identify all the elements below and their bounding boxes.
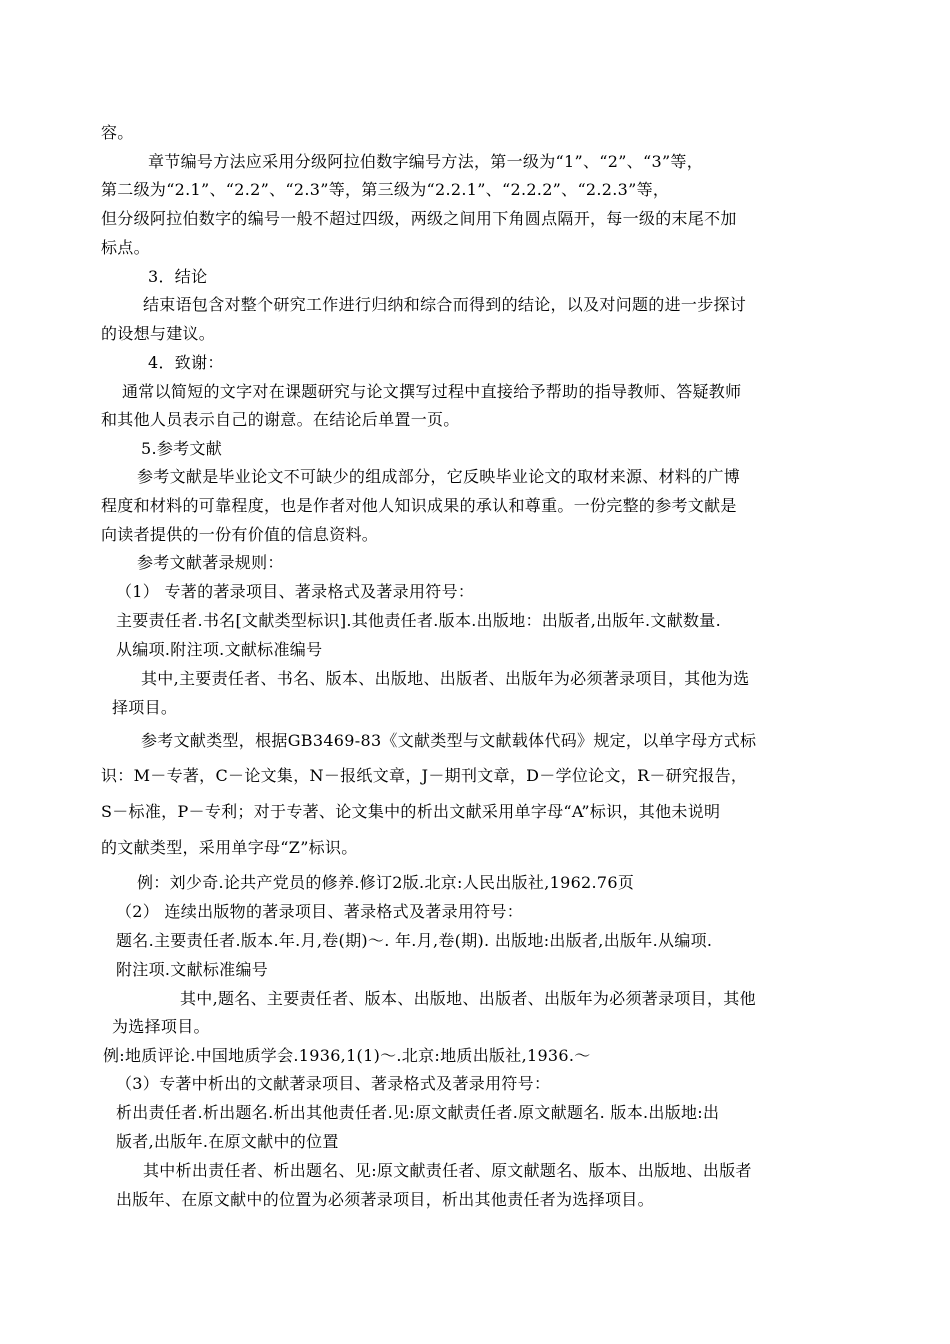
text-line-29: 附注项.文献标准编号: [116, 960, 269, 979]
example-line-1: 例：刘少奇.论共产党员的修养.修订2版.北京:人民出版社,1962.76页: [137, 873, 635, 892]
text-line-2: 章节编号方法应采用分级阿拉伯数字编号方法，第一级为“1”、“2”、“3”等，: [148, 152, 704, 171]
text-line-35: 版者,出版年.在原文献中的位置: [116, 1132, 339, 1151]
text-line-14: 程度和材料的可靠程度，也是作者对他人知识成果的承认和尊重。一份完整的参考文献是: [101, 496, 737, 515]
text-line-37: 出版年、在原文献中的位置为必须著录项目，析出其他责任者为选择项目。: [116, 1190, 654, 1209]
text-line-25: 的文献类型，采用单字母“Z”标识。: [101, 838, 358, 857]
subheading-serials: （2） 连续出版物的著录项目、著录格式及著录用符号：: [116, 902, 524, 921]
text-line-15: 向读者提供的一份有价值的信息资料。: [101, 525, 379, 544]
text-line-7: 结束语包含对整个研究工作进行归纳和综合而得到的结论，以及对问题的进一步探讨: [143, 295, 747, 314]
section-heading-references: 5.参考文献: [141, 439, 223, 458]
text-line-11: 和其他人员表示自己的谢意。在结论后单置一页。: [101, 410, 460, 429]
text-line-31: 为选择项目。: [112, 1017, 210, 1036]
subheading-monograph: （1） 专著的著录项目、著录格式及著录用符号：: [116, 582, 475, 601]
text-line-16: 参考文献著录规则：: [137, 553, 284, 572]
text-line-20: 其中,主要责任者、书名、版本、出版地、出版者、出版年为必须著录项目，其他为选: [141, 669, 750, 688]
section-heading-conclusion: 3．结论: [148, 267, 208, 286]
text-line-5: 标点。: [101, 238, 150, 257]
text-line-18: 主要责任者.书名[文献类型标识].其他责任者.版本.出版地：出版者,出版年.文献数量.: [116, 611, 721, 630]
text-line-1: 容。: [101, 123, 134, 142]
text-line-19: 从编项.附注项.文献标准编号: [116, 640, 323, 659]
text-line-21: 择项目。: [112, 698, 178, 717]
text-line-30: 其中,题名、主要责任者、版本、出版地、出版者、出版年为必须著录项目，其他: [180, 989, 756, 1008]
text-line-10: 通常以简短的文字对在课题研究与论文撰写过程中直接给予帮助的指导教师、答疑教师: [122, 382, 742, 401]
text-line-22: 参考文献类型，根据GB3469-83《文献类型与文献载体代码》规定，以单字母方式标: [141, 731, 757, 750]
text-line-36: 其中析出责任者、析出题名、见:原文献责任者、原文献题名、版本、出版地、出版者: [143, 1161, 752, 1180]
text-line-34: 析出责任者.析出题名.析出其他责任者.见:原文献责任者.原文献题名. 版本.出版地:出: [116, 1103, 720, 1122]
text-line-4: 但分级阿拉伯数字的编号一般不超过四级，两级之间用下角圆点隔开，每一级的末尾不加: [101, 209, 737, 228]
text-line-8: 的设想与建议。: [101, 324, 216, 343]
text-line-13: 参考文献是毕业论文不可缺少的组成部分，它反映毕业论文的取材来源、材料的广博: [137, 467, 741, 486]
text-line-24: S－标准，P－专利；对于专著、论文集中的析出文献采用单字母“A”标识，其他未说明: [101, 802, 721, 821]
text-line-23: 识：M－专著，C－论文集，N－报纸文章，J－期刊文章，D－学位论文，R－研究报告，: [101, 766, 748, 785]
section-heading-acknowledgement: 4．致谢：: [148, 353, 224, 372]
example-line-2: 例:地质评论.中国地质学会.1936,1(1)～.北京:地质出版社,1936.～: [103, 1046, 591, 1065]
subheading-analytics: （3）专著中析出的文献著录项目、著录格式及著录用符号：: [116, 1074, 551, 1093]
text-line-3: 第二级为“2.1”、“2.2”、“2.3”等，第三级为“2.2.1”、“2.2.2”、“2.2.3”等，: [101, 180, 670, 199]
text-line-28: 题名.主要责任者.版本.年.月,卷(期)～. 年.月,卷(期). 出版地:出版者,出版年.从编项.: [116, 931, 713, 950]
